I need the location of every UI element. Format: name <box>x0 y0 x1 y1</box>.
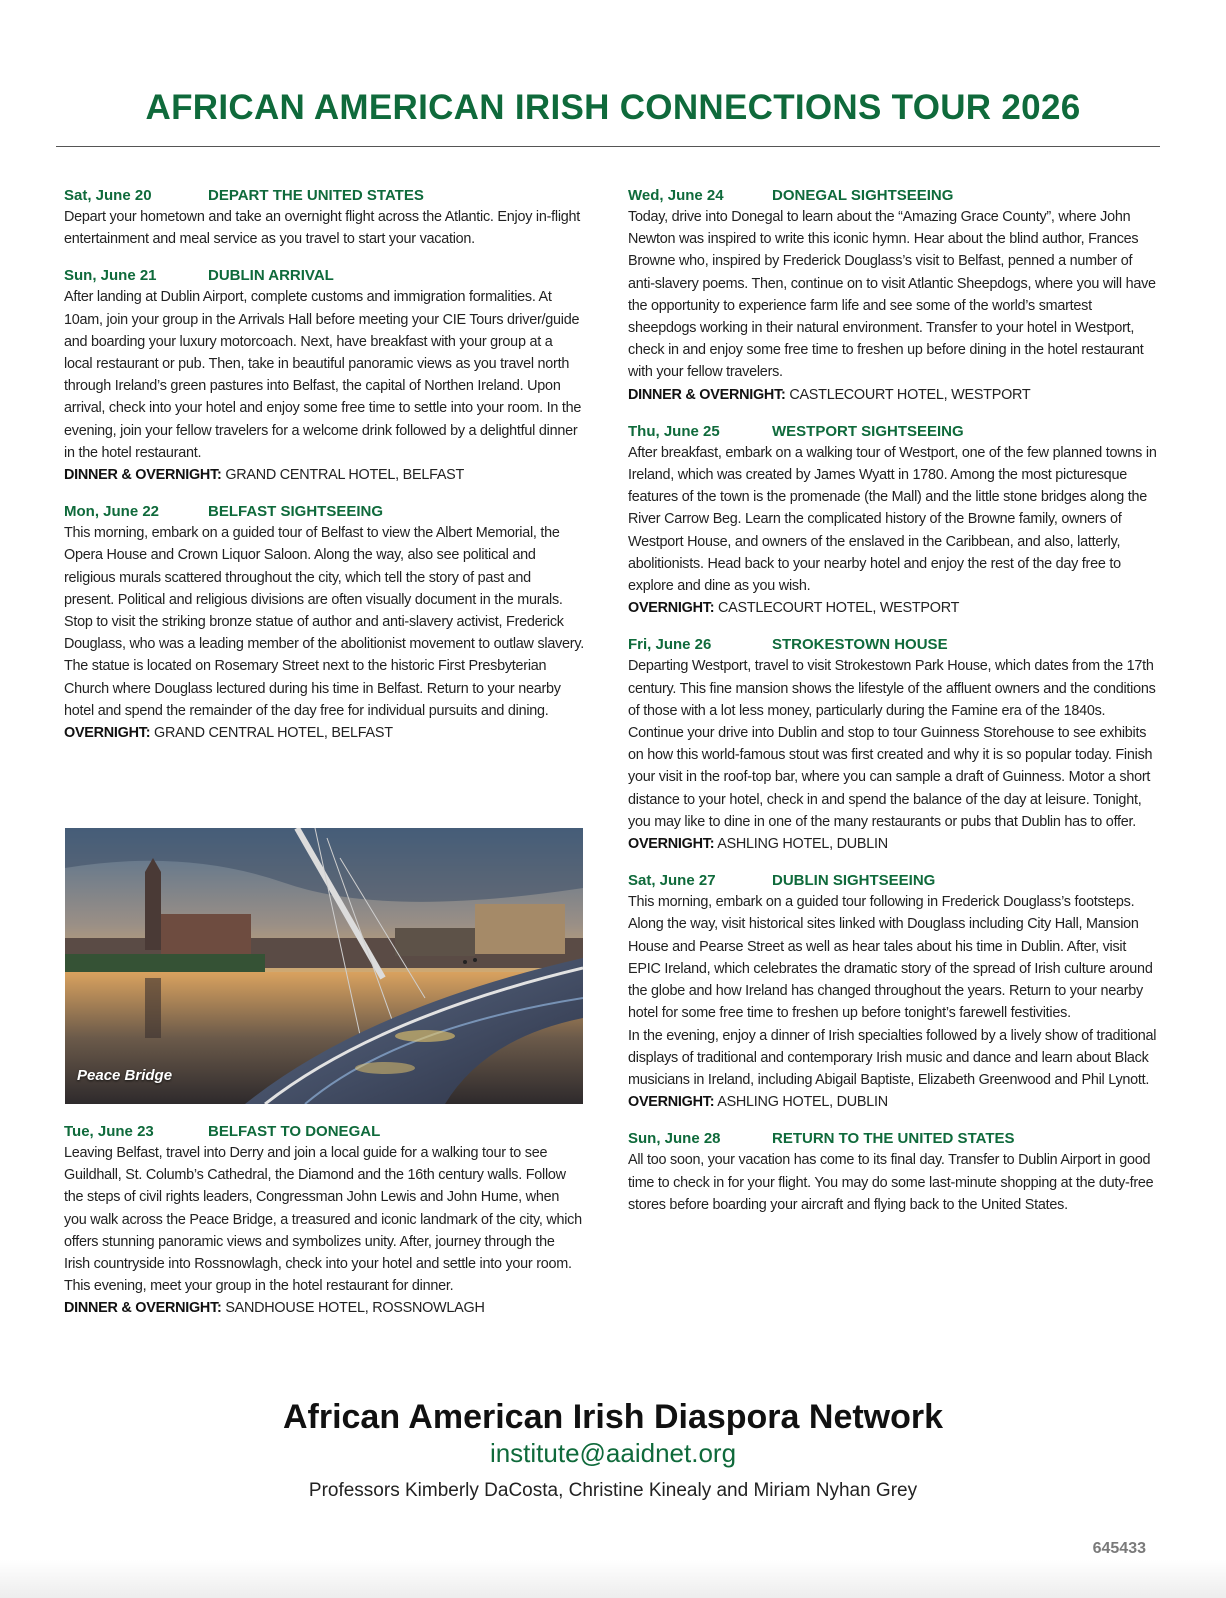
itinerary-day <box>628 635 1158 855</box>
day-description-evening: In the evening, enjoy a dinner of Irish specialties followed by a lively show of traditional displays of traditional and contemporary Irish music and dance and learn about Black musicians in Ireland, including Abigail Baptiste, Elizabeth Greenwood and Phil Lynott. <box>628 1027 1157 1088</box>
lodging-label: OVERNIGHT: <box>64 725 151 742</box>
page-bottom-shadow <box>0 1560 1226 1598</box>
lodging-value: ASHLING HOTEL, DUBLIN <box>717 836 888 853</box>
lodging-line <box>64 1297 584 1319</box>
day-description: All too soon, your vacation has come to its final day. Transfer to Dublin Airport in good time to check in for your flight. You may do some last-minute shopping at the duty-free stores before boarding your aircraft and flying back to the United States. <box>628 1152 1154 1213</box>
itinerary-day <box>64 266 584 486</box>
day-description: Depart your hometown and take an overnight flight across the Atlantic. Enjoy in-flight entertainment and meal service as you travel to start your vacation. <box>64 209 581 248</box>
itinerary-day <box>628 186 1158 406</box>
day-title: STROKESTOWN HOUSE <box>772 636 948 654</box>
lodging-value: SANDHOUSE HOTEL, ROSSNOWLAGH <box>225 1300 485 1317</box>
lodging-line <box>628 597 1158 619</box>
itinerary-day <box>628 1129 1158 1216</box>
itinerary-day <box>628 422 1158 620</box>
day-description: This morning, embark on a guided tour following in Frederick Douglass’s footsteps. Along the way, visit historical sites linked with Douglass including City Hall, Mansion House and Pearse Street as well as hear tales about his time in Dublin. After, visit EPIC Ireland, which celebrates the dramatic story of the spread of Irish culture around the globe and how Ireland has changed throughout the years. Return to your nearby hotel for some free time to freshen up before tonight’s farewell festivities. <box>628 894 1153 1022</box>
day-title: DUBLIN ARRIVAL <box>208 267 334 285</box>
day-description: Today, drive into Donegal to learn about the “Amazing Grace County”, where John Newton was inspired to write this iconic hymn. Hear about the blind author, Frances Browne who, inspired by Frederick Douglass’s visit to Belfast, penned a number of anti-slavery poems. Then, continue on to visit Atlantic Sheepdogs, where you will have the opportunity to experience farm life and see some of the world’s smartest sheepdogs working in their natural environment. Transfer to your hotel in Westport, check in and enjoy some free time to freshen up before dining in the hotel restaurant with your fellow travelers. <box>628 209 1156 381</box>
day-date: Mon, June 22 <box>64 503 160 521</box>
lodging-value: ASHLING HOTEL, DUBLIN <box>717 1094 888 1111</box>
day-date: Thu, June 25 <box>628 422 720 440</box>
day-title: BELFAST TO DONEGAL <box>208 1123 381 1140</box>
lodging-value: GRAND CENTRAL HOTEL, BELFAST <box>154 725 393 742</box>
itinerary-day <box>64 1122 584 1320</box>
day-description: After breakfast, embark on a walking tour of Westport, one of the few planned towns in Ireland, which was created by James Wyatt in 1780. Among the most picturesque features of the town is the promenade (the Mall) and the little stone bridges along the River Carrow Beg. Learn the complicated history of the Browne family, owners of Westport House, and owners of the enslaved in the Caribbean, and also, latterly, abolitionists. Head back to your nearby hotel and enjoy the rest of the day free to explore and dine as you wish. <box>628 444 1157 595</box>
day-description: After landing at Dublin Airport, complete customs and immigration formalities. At 10am, join your group in the Arrivals Hall before meeting your CIE Tours driver/guide and boarding your luxury motorcoach. Next, have breakfast with your group at a local restaurant or pub. Then, take in beautiful panoramic views as you travel north through Ireland’s green pastures into Belfast, the capital of Northen Ireland. Upon arrival, check into your hotel and enjoy some free time to settle into your room. In the evening, join your fellow travelers for a welcome drink followed by a delightful dinner in the hotel restaurant. <box>64 289 582 461</box>
lodging-line <box>628 833 1158 855</box>
day-title: DONEGAL SIGHTSEEING <box>772 187 954 204</box>
day-date: Wed, June 24 <box>628 187 724 204</box>
day-description: Departing Westport, travel to visit Strokestown Park House, which dates from the 17th century. This fine mansion shows the lifestyle of the affluent owners and the conditions of those with a lot less money, particularly during the Famine era of the 1840s. Continue your drive into Dublin and stop to tour Guinness Storehouse to see exhibits on how this world-famous stout was first created and why it is so popular today. Finish your visit in the roof-top bar, where you can sample a draft of Guinness. Motor a short distance to your hotel, check in and spend the balance of the day at leisure. Tonight, you may like to dine in one of the many restaurants or pubs that Dublin has to offer. <box>628 658 1156 830</box>
page-title: AFRICAN AMERICAN IRISH CONNECTIONS TOUR 2026 <box>145 88 1081 127</box>
lodging-value: CASTLECOURT HOTEL, WESTPORT <box>789 386 1031 403</box>
day-title: DEPART THE UNITED STATES <box>208 187 424 204</box>
day-date: Sun, June 21 <box>64 267 157 285</box>
title-divider <box>56 146 1160 147</box>
day-title: DUBLIN SIGHTSEEING <box>772 872 936 890</box>
contact-email[interactable]: institute@aaidnet.org <box>489 1438 737 1468</box>
peace-bridge-illustration <box>65 828 583 1104</box>
day-title: WESTPORT SIGHTSEEING <box>772 422 964 440</box>
day-description: This morning, embark on a guided tour of Belfast to view the Albert Memorial, the Opera House and Crown Liquor Saloon. Along the way, also see political and religious murals scattered throughout the city, which tell the story of past and present. Political and religious divisions are often visually document in the murals. Stop to visit the striking bronze statue of author and anti-slavery activist, Frederick Douglass, who was a leading member of the abolitionist movement to outlaw slavery. The statue is located on Rosemary Street next to the historic First Presbyterian Church where Douglass lectured during his time in Belfast. Return to your nearby hotel and spend the remainder of the day free for individual pursuits and dining. <box>64 525 584 719</box>
itinerary-day <box>64 502 584 744</box>
document-code: 645433 <box>1092 1540 1146 1557</box>
left-column-upper <box>64 186 584 760</box>
photo-caption: Peace Bridge <box>77 1067 173 1084</box>
lodging-label: DINNER & OVERNIGHT: <box>64 1300 222 1317</box>
lodging-label: OVERNIGHT: <box>628 600 715 617</box>
right-column <box>628 186 1158 1232</box>
lodging-label: OVERNIGHT: <box>628 1094 715 1111</box>
peace-bridge-photo <box>65 828 583 1104</box>
day-date: Sun, June 28 <box>628 1130 721 1148</box>
lodging-value: CASTLECOURT HOTEL, WESTPORT <box>718 600 960 617</box>
lodging-line <box>64 464 584 486</box>
day-date: Tue, June 23 <box>64 1123 154 1140</box>
day-date: Fri, June 26 <box>628 636 712 654</box>
lodging-line <box>628 1091 1158 1113</box>
left-column-lower <box>64 1122 584 1336</box>
day-date: Sat, June 20 <box>64 187 152 204</box>
itinerary-day <box>628 871 1158 1113</box>
day-title: RETURN TO THE UNITED STATES <box>772 1130 1015 1148</box>
day-description: Leaving Belfast, travel into Derry and join a local guide for a walking tour to see Guildhall, St. Columb’s Cathedral, the Diamond and the 16th century walls. Follow the steps of civil rights leaders, Congressman John Lewis and John Hume, when you walk across the Peace Bridge, a treasured and iconic landmark of the city, which offers stunning panoramic views and symbolizes unity. After, journey through the Irish countryside into Rossnowlagh, check into your hotel and settle into your room. This evening, meet your group in the hotel restaurant for dinner. <box>64 1145 582 1295</box>
organization-name: African American Irish Diaspora Network <box>282 1398 944 1436</box>
lodging-label: DINNER & OVERNIGHT: <box>64 467 222 484</box>
day-title: BELFAST SIGHTSEEING <box>208 503 384 521</box>
day-date: Sat, June 27 <box>628 872 716 890</box>
professors-line: Professors Kimberly DaCosta, Christine Kinealy and Miriam Nyhan Grey <box>308 1480 918 1501</box>
lodging-line <box>64 722 584 744</box>
itinerary-day <box>64 186 584 250</box>
lodging-line <box>628 384 1158 406</box>
lodging-label: DINNER & OVERNIGHT: <box>628 386 786 403</box>
lodging-value: GRAND CENTRAL HOTEL, BELFAST <box>225 467 465 484</box>
lodging-label: OVERNIGHT: <box>628 836 715 853</box>
